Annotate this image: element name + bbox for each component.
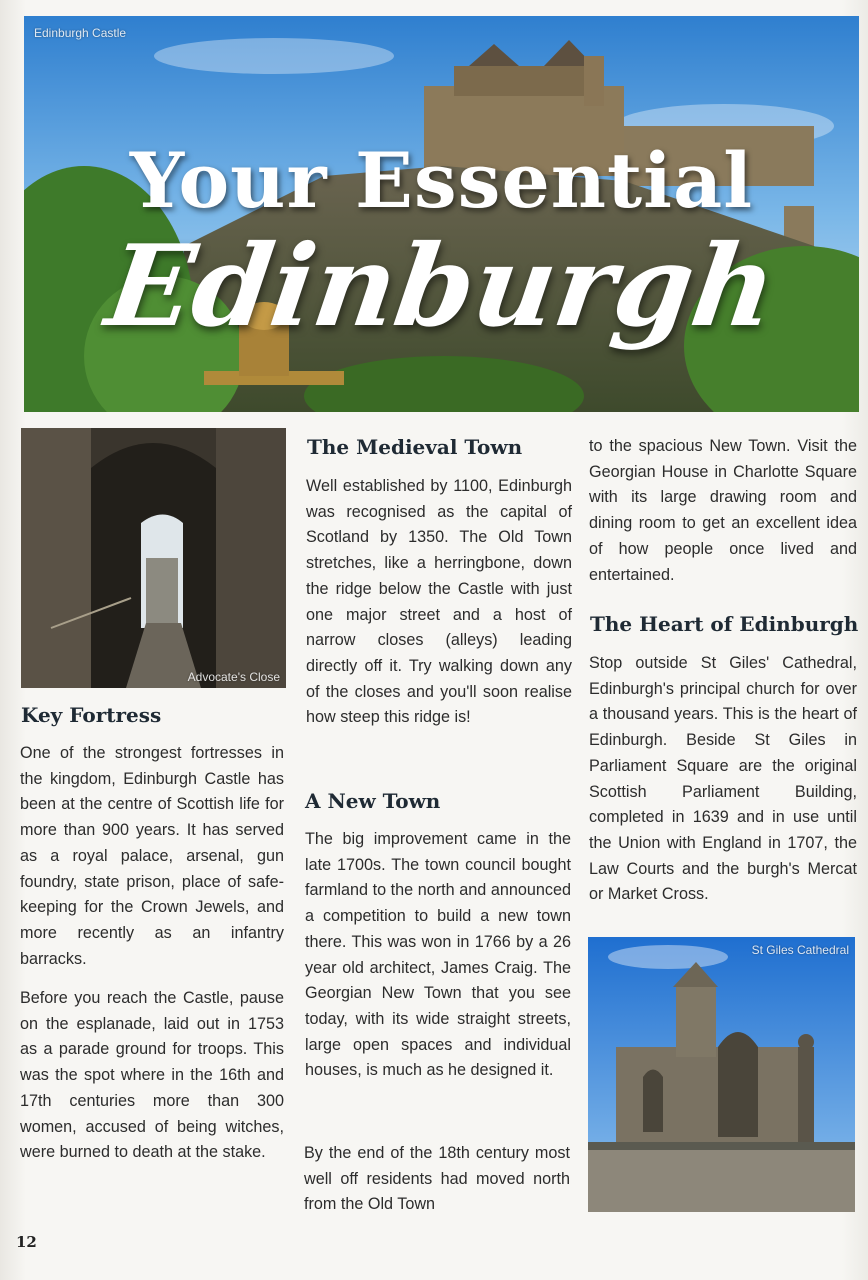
heading-medieval-town: The Medieval Town [307,435,523,459]
hero-photo-caption: Edinburgh Castle [34,26,127,40]
key-fortress-paragraph-1: One of the strongest fortresses in the kingdom, Edinburgh Castle has been at the centre of Scottish life for more than 900 years. It has served as a royal palace, arsenal, gun foundry, state prison, place of safe-keeping for the Crown Jewels, and more recently as an infantry barracks. [20,744,284,968]
close-photo-caption: Advocate's Close [187,670,280,684]
advocates-close-photo [21,428,286,688]
new-town-paragraph-3: to the spacious New Town. Visit the Georgian House in Charlotte Square with its large drawing room and dining room to get an excellent idea of how people once lived and entertained. [589,437,857,584]
page-number: 12 [16,1233,37,1251]
medieval-town-paragraph: Well established by 1100, Edinburgh was recognised as the capital of Scotland by 1350. The Old Town stretches, like a herringbone, down the ridge below the Castle with just one major street and a host of narrow closes (alleys) leading directly off it. Try walking down any of the closes and you'll soon realise how steep this ridge is! [306,477,572,727]
heading-heart-of-edinburgh: The Heart of Edinburgh [590,612,859,636]
cathedral-photo-caption: St Giles Cathedral [751,943,849,957]
new-town-paragraph-1: The big improvement came in the late 1700s. The town council bought farmland to the north and announced a competition to build a new town there. This was won in 1766 by a 26 year old architect, James Craig. The Georgian New Town that you see today, with its wide straight streets, large open spaces and individual houses, is much as he designed it. [305,830,571,1080]
hero-title-line2: Edinburgh [99,221,784,352]
key-fortress-paragraph-2: Before you reach the Castle, pause on the esplanade, laid out in 1753 as a parade ground for troops. This was the spot where in the 16th and 17th centuries more than 300 women, accused of being witches, were burned to death at the stake. [20,989,284,1162]
heart-of-edinburgh-paragraph: Stop outside St Giles' Cathedral, Edinburgh's principal church for over a thousand years. This is the heart of Edinburgh. Beside St Giles in Parliament Square are the original Scottish Parliament Building, completed in 1639 and in use until the Union with England in 1707, the Law Courts and the burgh's Mercat or Market Cross. [589,654,857,904]
hero-title-line1: Your Essential [129,136,754,225]
new-town-paragraph-2: By the end of the 18th century most well off residents had moved north from the Old Town [304,1144,570,1214]
st-giles-cathedral-photo [588,937,855,1212]
heading-new-town: A New Town [305,789,441,813]
hero-image [24,16,859,412]
heading-key-fortress: Key Fortress [21,703,162,727]
